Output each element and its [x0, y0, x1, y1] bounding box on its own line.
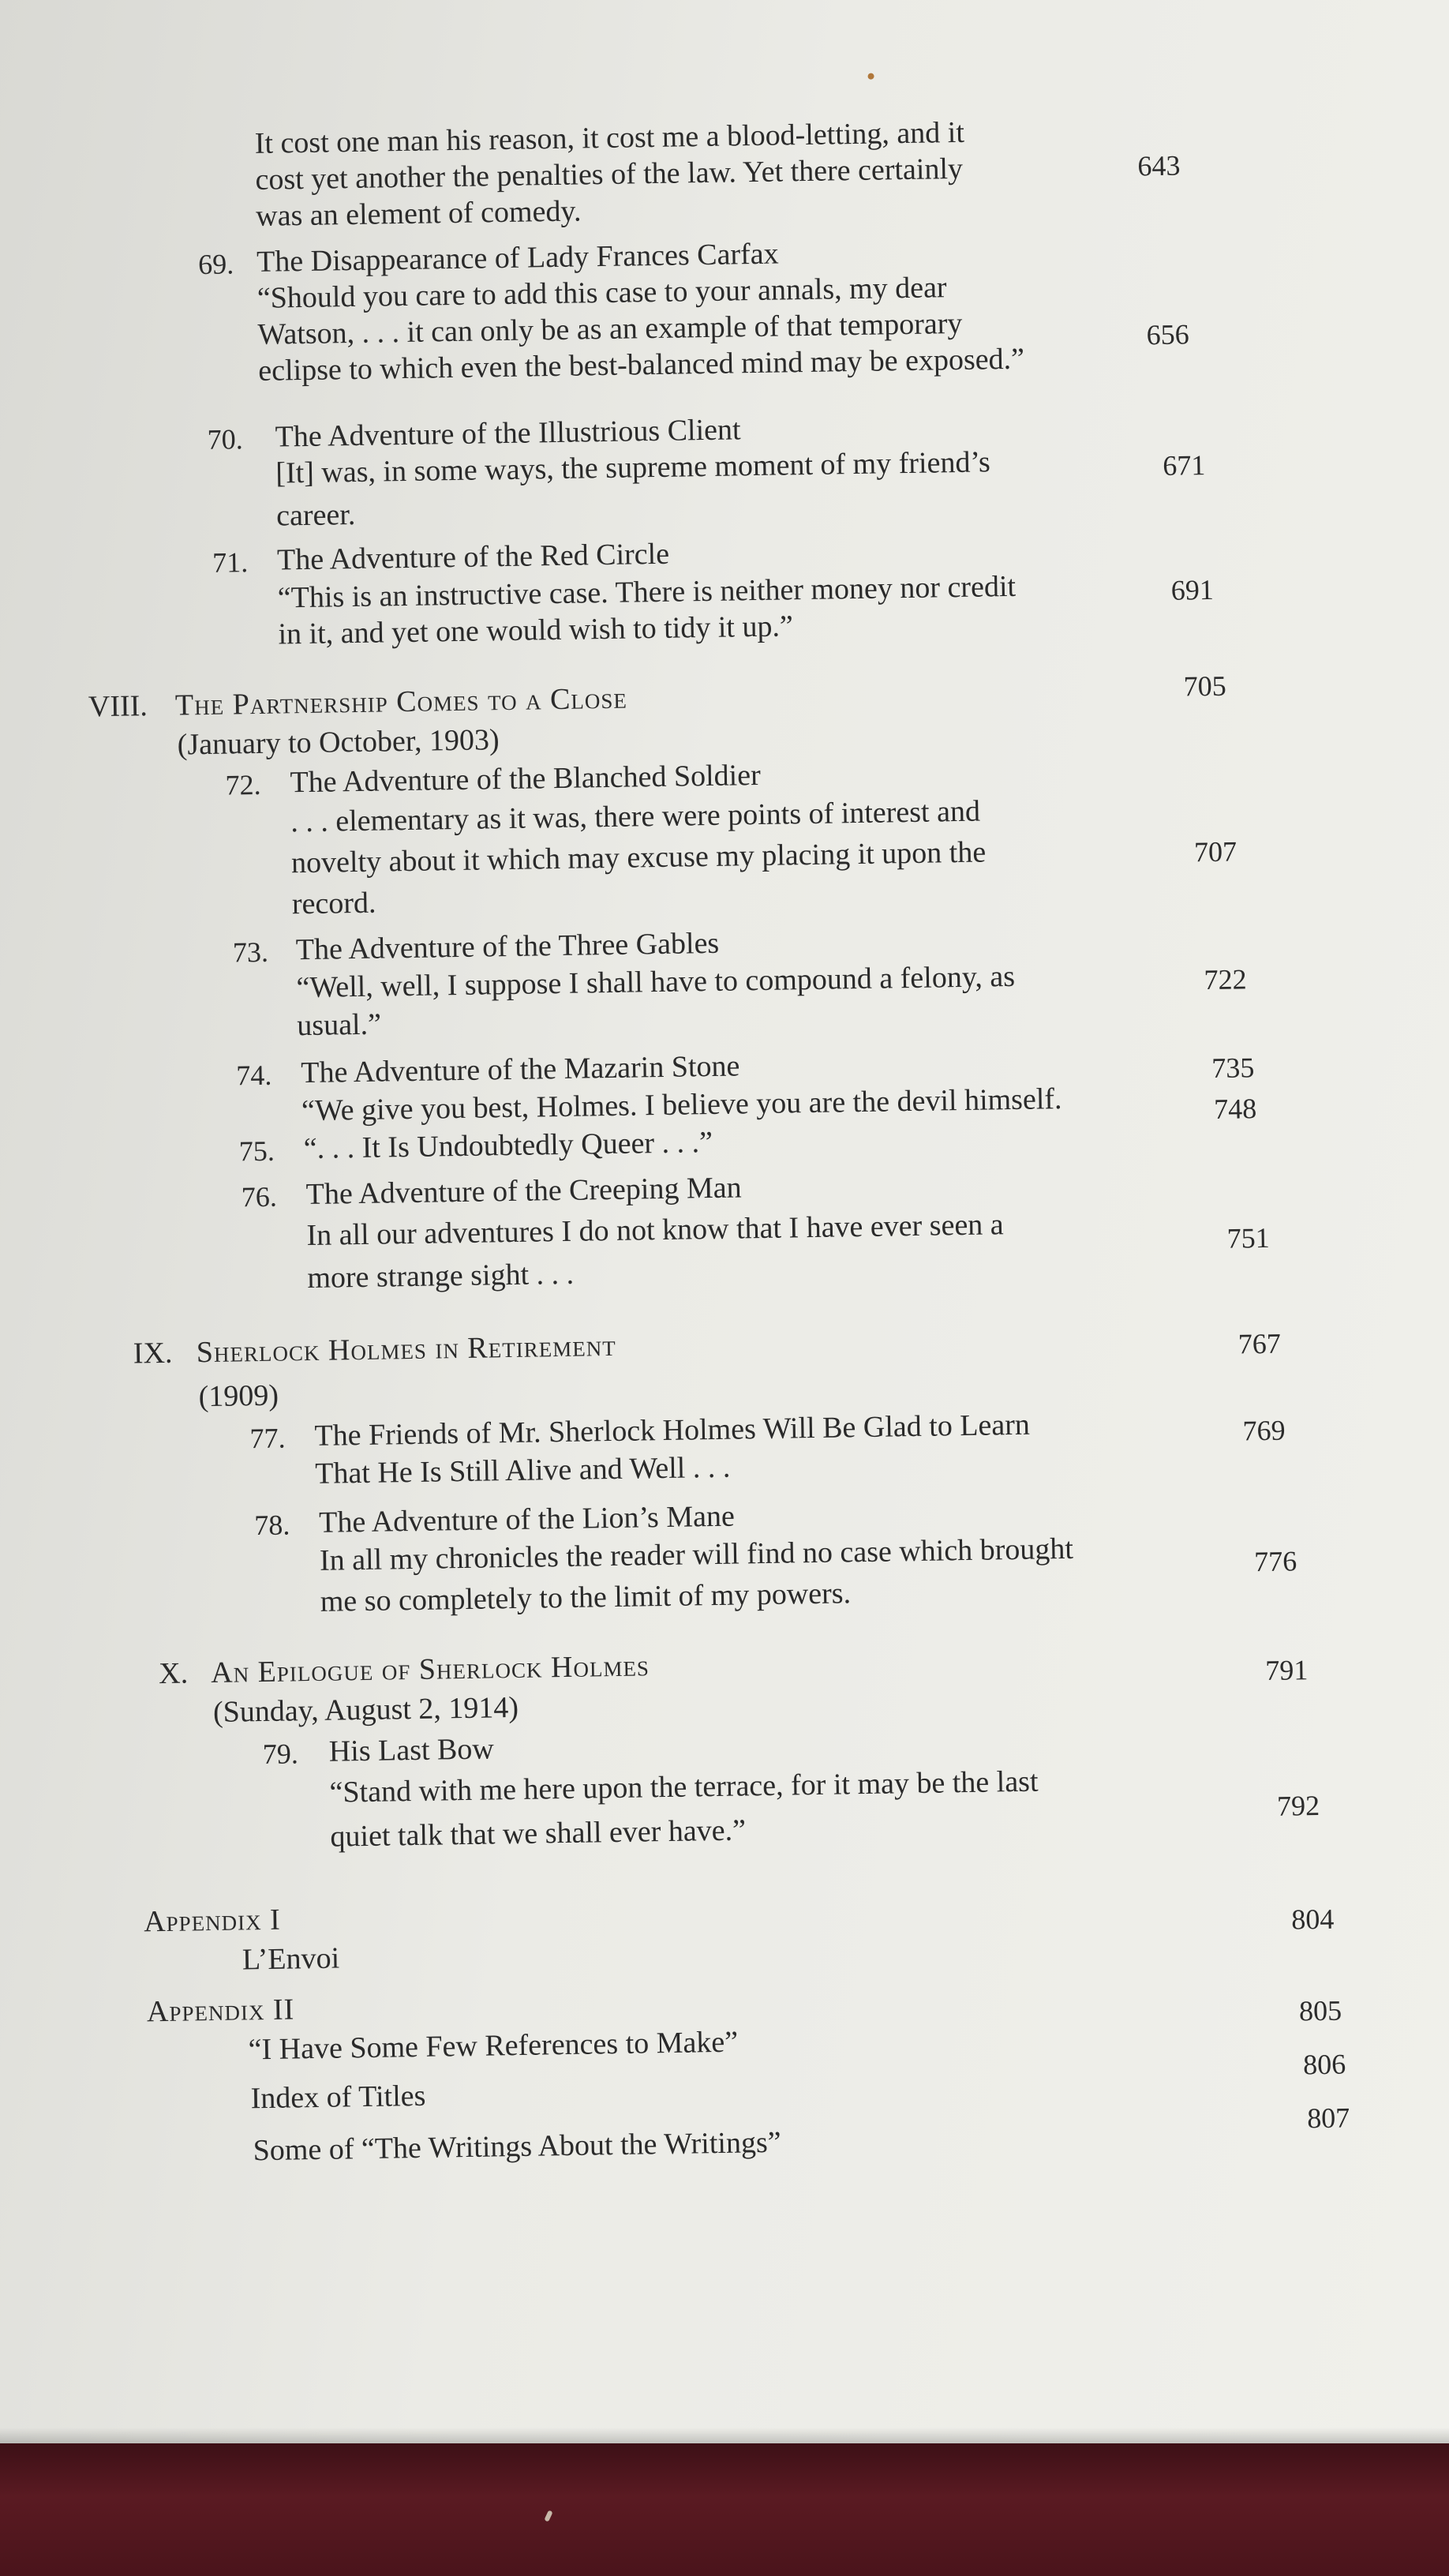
section-9-dates: (1909) — [198, 1378, 279, 1414]
entry-69-title: The Disappearance of Lady Frances Carfax — [256, 237, 779, 279]
entry-73-quote-line: “Well, well, I suppose I shall have to compound a felony, as — [296, 959, 1016, 1005]
entry-71-quote-line: in it, and yet one would wish to tidy it up.” — [278, 609, 794, 651]
appendix-2-entry-title: Some of “The Writings About the Writings” — [253, 2125, 781, 2168]
entry-74-page: 735 — [1211, 1052, 1255, 1085]
section-9-numeral: IX. — [133, 1336, 173, 1370]
entry-73-number: 73. — [232, 936, 269, 969]
entry-74-title: The Adventure of the Mazarin Stone — [300, 1049, 740, 1090]
entry-72-quote-line: record. — [291, 886, 376, 921]
entry-70-title: The Adventure of the Illustrious Client — [275, 413, 741, 454]
entry-71-quote-line: “This is an instructive case. There is neither money nor credit — [277, 569, 1017, 615]
entry-74-number: 74. — [236, 1059, 272, 1092]
section-9-page: 767 — [1237, 1327, 1282, 1360]
entry-72-page: 707 — [1193, 835, 1237, 868]
entry-71-number: 71. — [212, 546, 249, 579]
entry-79-page: 792 — [1276, 1789, 1320, 1822]
entry-78-number: 78. — [253, 1509, 290, 1542]
section-8-dates: (January to October, 1903) — [177, 723, 500, 762]
entry-71-title: The Adventure of the Red Circle — [276, 537, 670, 577]
section-10-numeral: X. — [158, 1656, 189, 1691]
entry-79-number: 79. — [262, 1738, 299, 1771]
entry-74-quote-line: “We give you best, Holmes. I believe you are the devil himself. — [301, 1082, 1062, 1128]
entry-68-quote-line: was an element of comedy. — [255, 194, 582, 233]
entry-71-page: 691 — [1170, 573, 1215, 606]
entry-73-quote-line: usual.” — [297, 1007, 382, 1043]
entry-79-quote-line: quiet talk that we shall ever have.” — [330, 1813, 747, 1854]
entry-73-page: 722 — [1204, 963, 1247, 996]
section-10-title: An Epilogue of Sherlock Holmes — [210, 1649, 650, 1690]
entry-77-title-line: The Friends of Mr. Sherlock Holmes Will Be Glad to Learn — [314, 1408, 1031, 1453]
section-10-page: 791 — [1265, 1654, 1309, 1687]
entry-69-number: 69. — [197, 248, 234, 281]
entry-69-quote-line: Watson, . . . it can only be as an example of that temporary — [257, 306, 963, 351]
entry-76-quote-line: In all our adventures I do not know that I have ever seen a — [306, 1208, 1004, 1253]
entry-78-title: The Adventure of the Lion’s Mane — [318, 1499, 736, 1539]
entry-72-quote-line: novelty about it which may excuse my placing it upon the — [290, 835, 987, 880]
entry-78-quote-line: In all my chronicles the reader will find no case which brought — [319, 1532, 1074, 1577]
book-cover — [0, 2443, 1449, 2576]
entry-76-number: 76. — [241, 1180, 278, 1213]
entry-75-number: 75. — [238, 1134, 275, 1168]
section-10-dates: (Sunday, August 2, 1914) — [212, 1690, 519, 1729]
entry-72-number: 72. — [225, 768, 261, 801]
entry-75-page: 748 — [1213, 1093, 1257, 1125]
entry-73-title: The Adventure of the Three Gables — [295, 926, 720, 967]
appendix-2-entry-title: “I Have Some Few References to Make” — [248, 2025, 739, 2067]
entry-68-quote-line: cost yet another the penalties of the law. Yet there certainly — [255, 152, 964, 197]
entry-69-page: 656 — [1146, 318, 1190, 351]
entry-69-quote-line: “Should you care to add this case to your annals, my dear — [256, 271, 947, 315]
appendix-2-entry-page: 805 — [1298, 1994, 1342, 2027]
entry-76-page: 751 — [1226, 1221, 1271, 1254]
entry-72-quote-line: . . . elementary as it was, there were points of interest and — [290, 794, 981, 839]
entry-68-quote-line: It cost one man his reason, it cost me a blood-letting, and it — [254, 115, 965, 160]
entry-72-title: The Adventure of the Blanched Soldier — [290, 758, 761, 800]
entry-77-number: 77. — [249, 1422, 286, 1455]
entry-79-title: His Last Bow — [328, 1732, 495, 1768]
entry-79-quote-line: “Stand with me here upon the terrace, for it may be the last — [329, 1764, 1039, 1809]
entry-70-number: 70. — [207, 423, 243, 456]
entry-78-page: 776 — [1253, 1545, 1297, 1578]
section-8-title: The Partnership Comes to a Close — [174, 681, 628, 722]
entry-69-quote-line: eclipse to which even the best-balanced mind may be exposed.” — [257, 342, 1025, 388]
entry-70-page: 671 — [1163, 449, 1206, 482]
section-8-numeral: VIII. — [88, 689, 148, 724]
appendix-2-entry-page: 807 — [1306, 2102, 1350, 2135]
entry-77-page: 769 — [1242, 1414, 1286, 1447]
appendix-1-label: Appendix I — [143, 1903, 282, 1939]
entry-78-quote-line: me so completely to the limit of my powers. — [320, 1577, 852, 1618]
entry-70-quote-line: [It] was, in some ways, the supreme moment of my friend’s — [275, 445, 991, 490]
appendix-2-entry-title: Index of Titles — [250, 2079, 426, 2116]
page-stain — [867, 73, 874, 80]
entry-76-quote-line: more strange sight . . . — [307, 1257, 575, 1295]
appendix-1-entry: L’Envoi — [242, 1941, 340, 1977]
appendix-2-label: Appendix II — [146, 1993, 295, 2029]
entry-75-title: “. . . It Is Undoubtedly Queer . . .” — [303, 1125, 713, 1166]
section-9-title: Sherlock Holmes in Retirement — [196, 1329, 616, 1370]
appendix-2-entry-page: 806 — [1302, 2048, 1346, 2081]
entry-76-title: The Adventure of the Creeping Man — [305, 1171, 742, 1212]
entry-68-page: 643 — [1137, 149, 1181, 182]
entry-70-quote-line: career. — [275, 497, 356, 533]
entry-77-title-line: That He Is Still Alive and Well . . . — [314, 1450, 731, 1490]
appendix-1-page: 804 — [1290, 1903, 1335, 1936]
section-8-page: 705 — [1183, 669, 1227, 703]
